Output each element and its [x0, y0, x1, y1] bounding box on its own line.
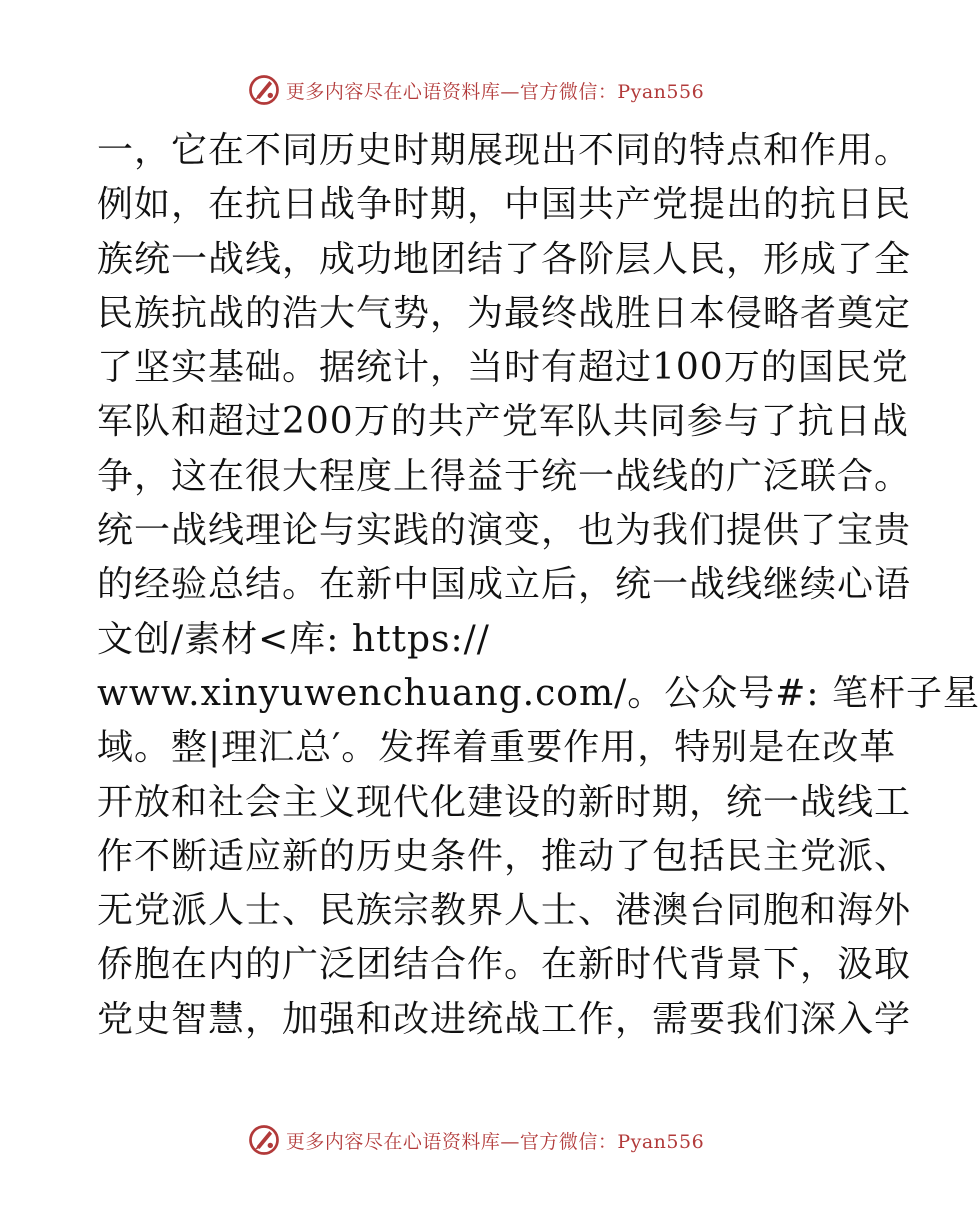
library-logo-icon — [246, 1122, 282, 1158]
header-banner-text: 更多内容尽在心语资料库—官方微信：Pyan556 — [285, 80, 705, 103]
footer-banner-text: 更多内容尽在心语资料库—官方微信：Pyan556 — [285, 1130, 705, 1153]
body-line: 开放和社会主义现代化建设的新时期，统一战线工 — [97, 781, 912, 823]
body-line: 民族抗战的浩大气势，为最终战胜日本侵略者奠定 — [97, 292, 912, 334]
body-line: 例如，在抗日战争时期，中国共产党提出的抗日民 — [97, 184, 912, 226]
body-line: 党史智慧，加强和改进统战工作，需要我们深入学 — [97, 998, 912, 1040]
body-line: 争，这在很大程度上得益于统一战线的广泛联合。 — [97, 455, 912, 497]
body-line: 了坚实基础。据统计，当时有超过100万的国民党 — [97, 347, 909, 389]
body-line: 的经验总结。在新中国成立后，统一战线继续心语 — [97, 564, 912, 606]
body-line: 文创/素材<库: https:// — [97, 618, 490, 660]
footer-banner — [0, 1120, 950, 1160]
body-line: 统一战线理论与实践的演变，也为我们提供了宝贵 — [97, 510, 912, 552]
body-line: 侨胞在内的广泛团结合作。在新时代背景下，汲取 — [97, 944, 912, 986]
library-logo-icon — [246, 72, 282, 108]
body-line: 域。整|理汇总′。发挥着重要作用，特别是在改革 — [97, 727, 897, 769]
body-line: www.xinyuwenchuang.com/。公众号#: 笔杆子星 — [97, 672, 980, 714]
body-text — [97, 124, 980, 1047]
body-line: 族统一战线，成功地团结了各阶层人民，形成了全 — [97, 238, 912, 280]
body-line: 无党派人士、民族宗教界人士、港澳台同胞和海外 — [97, 890, 912, 932]
header-banner — [0, 70, 950, 110]
body-line: 作不断适应新的历史条件，推动了包括民主党派、 — [97, 835, 912, 877]
body-line: 军队和超过200万的共产党军队共同参与了抗日战 — [97, 401, 909, 443]
body-line: 一，它在不同历史时期展现出不同的特点和作用。 — [97, 130, 912, 171]
